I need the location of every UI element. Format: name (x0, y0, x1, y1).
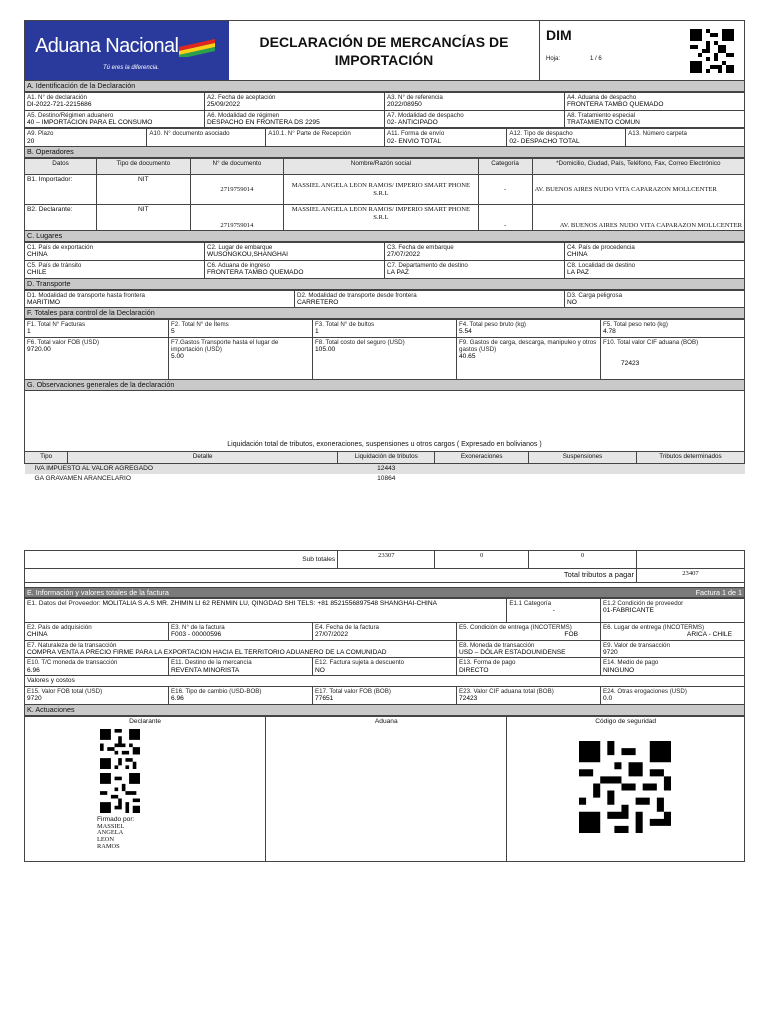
field-a6: A6. Modalidad de régimen DESPACHO EN FRONTERA DS 2295 (205, 110, 385, 128)
section-k-title: K. Actuaciones (24, 705, 745, 716)
field-f3: F3. Total N° de bultos 1 (313, 320, 457, 338)
field-f2: F2. Total N° de Ítems 5 (169, 320, 313, 338)
col-exoneraciones: Exoneraciones (435, 451, 529, 463)
field-a8: A8. Tratamiento especial TRATAMIENTO COMUN (565, 110, 745, 128)
field-f5: F5. Total peso neto (kg) 4.78 (601, 320, 745, 338)
col-suspensiones: Suspensiones (528, 451, 636, 463)
field-e6: E6. Lugar de entrega (INCOTERMS) ARICA - CHILE (600, 622, 744, 640)
field-f9: F9. Gastos de carga, descarga, manipuleo y otros gastos (USD) 40.65 (457, 337, 601, 379)
field-a10: A10. N° documento asociado (147, 129, 266, 147)
field-a5: A5. Destino/Régimen aduanero 40 – IMPORTACION PARA EL CONSUMO (25, 110, 205, 128)
field-e3: E3. N° de la factura F003 - 00000596 (169, 622, 313, 640)
field-a10-1: A10.1. N° Parte de Recepción (266, 129, 385, 147)
section-a-table (24, 92, 745, 128)
signature-block: Firmado por: MASSIEL ANGELA LEON RAMOS (97, 815, 135, 850)
field-e13: E13. Forma de pago DIRECTO (457, 658, 601, 676)
section-f-table (24, 319, 745, 380)
total-row: Total tributos a pagar 23407 (25, 568, 745, 582)
field-c2: C2. Lugar de embarque WUSONGKOU,SHANGHAI (205, 243, 385, 261)
field-d1: D1. Modalidad de transporte hasta frontera MARITIMO (25, 290, 295, 308)
field-e16: E16. Tipo de cambio (USD-BOB) 6.96 (169, 687, 313, 705)
values-costs-label: Valores y costos (25, 676, 745, 687)
liquidation-title: Liquidación total de tributos, exoneraciones, suspensiones u otros cargos ( Expresado en bolivianos ) (24, 438, 745, 451)
col-num-doc: N° de documento (190, 159, 284, 175)
section-e-title: E. Información y valores totales de la factura Factura 1 de 1 (24, 587, 745, 598)
form-title: DECLARACIÓN DE MERCANCÍAS DE IMPORTACIÓN (259, 34, 509, 69)
aduana-cell (266, 716, 507, 861)
section-a-title: A. Identificación de la Declaración (24, 81, 745, 92)
actuaciones-table (24, 716, 745, 862)
declarante-label: Declarante (129, 717, 162, 725)
col-tributos: Tributos determinados (636, 451, 744, 463)
section-b-title: B. Operadores (24, 147, 745, 158)
field-f4: F4. Total peso bruto (kg) 5.54 (457, 320, 601, 338)
section-d-title: D. Transporte (24, 279, 745, 290)
field-a13: A13. Número carpeta (626, 129, 745, 147)
qr-code-icon (690, 29, 734, 73)
col-liquidacion: Liquidación de tributos (338, 451, 435, 463)
field-e24: E24. Otras erogaciones (USD) 0.0 (600, 687, 744, 705)
field-e8: E8. Moneda de transacción USD – DÓLAR ESTADOUNIDENSE (457, 640, 601, 658)
field-e1-1: E1.1 Categoría - (507, 598, 601, 622)
field-a2: A2. Fecha de aceptación 25/09/2022 (205, 93, 385, 111)
field-e9: E9. Valor de transacción 9720 (600, 640, 744, 658)
row-importador: B1. Importador: NIT 2719759014 MASSIEL ANGELA LEON RAMOS/ IMPERIO SMART PHONE S.R.L - AV. BUENOS AIRES NUDO VITA CAPARAZON MOLLCENTER (25, 175, 745, 205)
sheet-label: Hoja: (546, 56, 561, 62)
field-c1: C1. País de exportación CHINA (25, 243, 205, 261)
col-nombre: Nombre/Razón social (284, 159, 478, 175)
security-code-cell (507, 716, 745, 861)
subtotal-row: Sub totales 23307 0 0 (25, 550, 745, 568)
field-e15: E15. Valor FOB total (USD) 9720 (25, 687, 169, 705)
field-e1-2: E1.2 Condición de proveedor 01-FABRICANTE (600, 598, 744, 622)
section-c-title: C. Lugares (24, 231, 745, 242)
field-e17: E17. Total valor FOB (BOB) 77651 (313, 687, 457, 705)
row-declarante: B2. Declarante: NIT 2719759014 MASSIEL ANGELA LEON RAMOS/ IMPERIO SMART PHONE S.R.L - AV. BUENOS AIRES NUDO VITA CAPARAZON MOLLCENTER (25, 205, 745, 231)
col-tipo-doc: Tipo de documento (97, 159, 191, 175)
invoice-count: Factura 1 de 1 (695, 587, 742, 597)
field-e5: E5. Condición de entrega (INCOTERMS) FOB (457, 622, 601, 640)
col-domicilio: *Domicilio, Ciudad, País, Teléfono, Fax, Correo Electrónico (532, 159, 744, 175)
sheet-value: 1 / 6 (590, 56, 602, 62)
section-a-table-2 (24, 128, 745, 147)
field-e2: E2. País de adquisición CHINA (25, 622, 169, 640)
flag-icon (175, 33, 219, 57)
section-g-title: G. Observaciones generales de la declaración (24, 380, 745, 391)
field-d3: D3. Carga peligrosa NO (565, 290, 745, 308)
security-code-label: Código de seguridad (595, 717, 657, 725)
section-d-table (24, 290, 745, 309)
col-datos: Datos (25, 159, 97, 175)
field-c7: C7. Departamento de destino LA PAZ (385, 260, 565, 278)
field-e11: E11. Destino de la mercancía REVENTA MINORISTA (169, 658, 313, 676)
qr-code-icon (100, 729, 140, 769)
field-c4: C4. País de procedencia CHINA (565, 243, 745, 261)
operators-table (24, 158, 745, 231)
dim-box (539, 21, 744, 80)
field-a4: A4. Aduana de despacho FRONTERA TAMBO QUEMADO (565, 93, 745, 111)
declarante-cell (25, 716, 266, 861)
section-f-title: F. Totales para control de la Declaración (24, 308, 745, 319)
tax-row: IVA IMPUESTO AL VALOR AGREGADO 12443 (25, 463, 745, 474)
field-e7: E7. Naturaleza de la transacción COMPRA VENTA A PRECIO FIRME PARA LA EXPORTACION HACIA EL TERRITORIO ADUANERO DE LA COMUNIDAD (25, 640, 457, 658)
field-c6: C6. Aduana de ingreso FRONTERA TAMBO QUEMADO (205, 260, 385, 278)
logo-text: Aduana Nacional (35, 35, 179, 57)
field-c3: C3. Fecha de embarque 27/07/2022 (385, 243, 565, 261)
observations-area (24, 391, 745, 438)
field-f1: F1. Total N° Facturas 1 (25, 320, 169, 338)
field-c8: C8. Localidad de destino LA PAZ (565, 260, 745, 278)
field-e4: E4. Fecha de la factura 27/07/2022 (313, 622, 457, 640)
field-e1: E1. Datos del Proveedor: MOLITALIA S.A.S MR. ZHIMIN LI 62 RENMIN LU, QINGDAO SHI TELS: +81 8521556897548 SHANGHAI-CHINA (25, 598, 507, 622)
declaration-form (24, 20, 745, 980)
field-d2: D2. Modalidad de transporte desde frontera CARRETERO (295, 290, 565, 308)
logo-slogan: Tú eres la diferencia. (103, 65, 160, 71)
field-f7: F7.Gastos Transporte hasta el lugar de importación (USD) 5.00 (169, 337, 313, 379)
col-categoria: Categoría (478, 159, 532, 175)
col-detalle: Detalle (68, 451, 338, 463)
field-a7: A7. Modalidad de despacho 02- ANTICIPADO (385, 110, 565, 128)
section-e-table (24, 598, 745, 705)
form-header (24, 20, 745, 81)
field-e23: E23. Valor CIF aduana total (BOB) 72423 (457, 687, 601, 705)
tax-row: GA GRAVAMEN ARANCELARIO 10864 (34, 475, 396, 483)
qr-code-icon (100, 773, 140, 813)
field-f6: F6. Total valor FOB (USD) 9720.00 (25, 337, 169, 379)
field-e14: E14. Medio de pago NINGUNO (600, 658, 744, 676)
aduana-logo (25, 21, 229, 80)
col-tipo: Tipo (25, 451, 68, 463)
field-e12: E12. Factura sujeta a descuento NO (313, 658, 457, 676)
field-a9: A9. Plazo 20 (25, 129, 147, 147)
field-c5: C5. País de tránsito CHILE (25, 260, 205, 278)
field-e10: E10. T/C moneda de transacción 6.96 (25, 658, 169, 676)
field-a12: A12. Tipo de despacho 02- DESPACHO TOTAL (507, 129, 626, 147)
field-a3: A3. N° de referencia 2022/08950 (385, 93, 565, 111)
aduana-label: Aduana (374, 717, 398, 725)
field-f8: F8. Total costo del seguro (USD) 105.00 (313, 337, 457, 379)
field-a11: A11. Forma de envío 02- ENVIO TOTAL (384, 129, 506, 147)
liquidation-table (24, 451, 745, 583)
field-f10: F10. Total valor CIF aduana (BOB) 72423 (601, 337, 745, 379)
section-c-table (24, 242, 745, 278)
field-a1: A1. N° de declaración DI-2022-721-2215686 (25, 93, 205, 111)
form-code: DIM (546, 27, 572, 43)
qr-code-icon (579, 741, 671, 833)
